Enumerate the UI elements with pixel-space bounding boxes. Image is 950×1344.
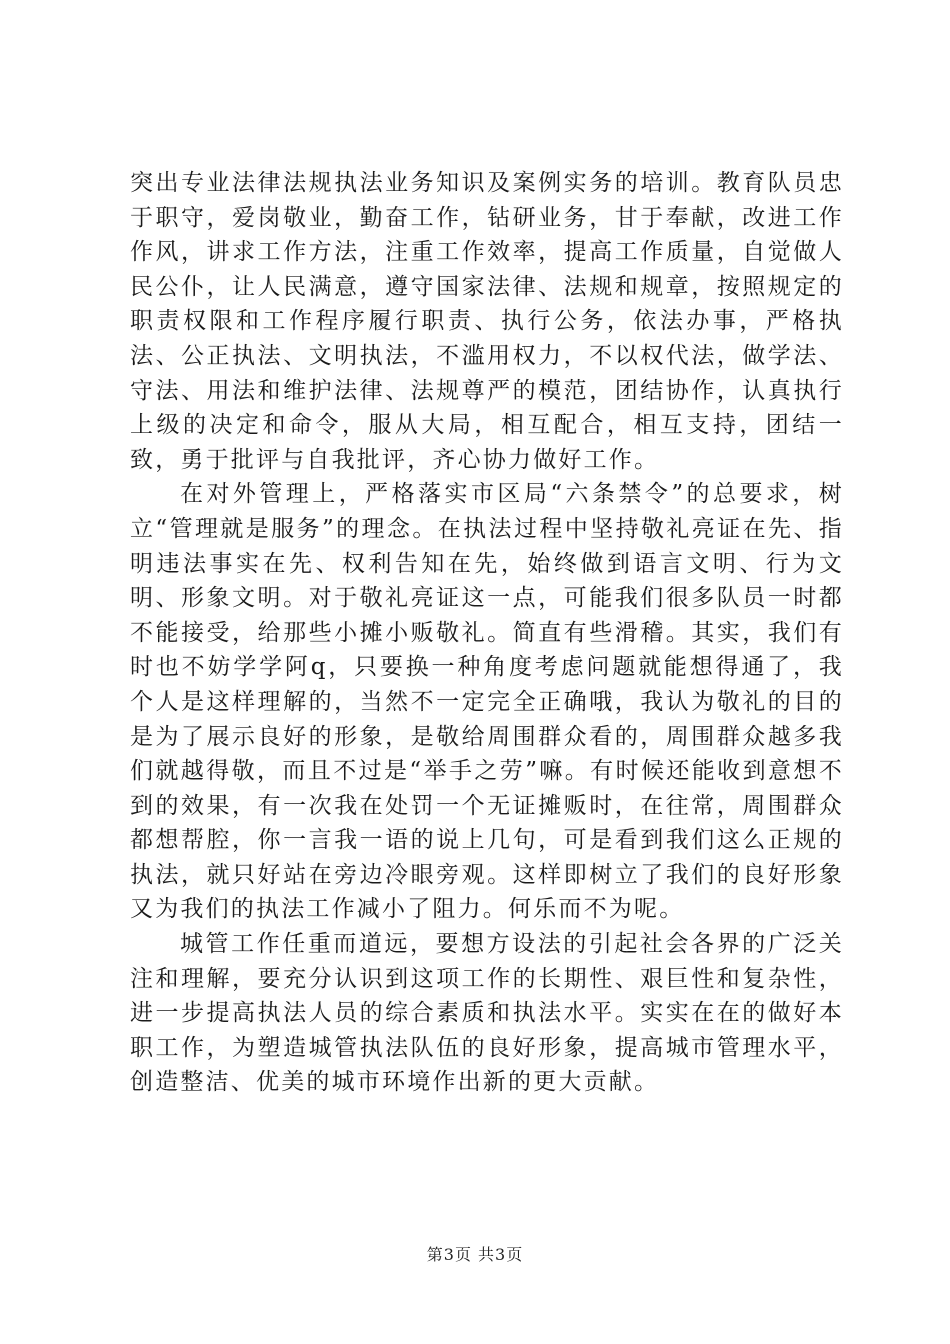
paragraph-training: 突出专业法律法规执法业务知识及案例实务的培训。教育队员忠于职守，爱岗敬业，勤奋工作，钻研业务，甘于奉献，改进工作作风，讲求工作方法，注重工作效率，提高工作质量，自觉做人民公仆，让人民满意，遵守国家法律、法规和规章，按照规定的职责权限和工作程序履行职责、执行公务，依法办事，严格执法、公正执法、文明执法，不滥用权力，不以权代法，做学法、守法、用法和维护法律、法规尊严的模范，团结协作，认真执行上级的决定和命令，服从大局，相互配合，相互支持，团结一致，勇于批评与自我批评，齐心协力做好工作。 bbox=[130, 170, 844, 473]
document-body bbox=[130, 166, 844, 1100]
paragraph-conclusion: 城管工作任重而道远，要想方设法的引起社会各界的广泛关注和理解，要充分认识到这项工作的长期性、艰巨性和复杂性，进一步提高执法人员的综合素质和执法水平。实实在在的做好本职工作，为塑造城管执法队伍的良好形象，提高城市管理水平，创造整洁、优美的城市环境作出新的更大贡献。 bbox=[130, 931, 844, 1096]
paragraph-external-management: 在对外管理上，严格落实市区局“六条禁令”的总要求，树立“管理就是服务”的理念。在执法过程中坚持敬礼亮证在先、指明违法事实在先、权利告知在先，始终做到语言文明、行为文明、形象文明。对于敬礼亮证这一点，可能我们很多队员一时都不能接受，给那些小摊小贩敬礼。简直有些滑稽。其实，我们有时也不妨学学阿q，只要换一种角度考虑问题就能想得通了，我个人是这样理解的，当然不一定完全正确哦，我认为敬礼的目的是为了展示良好的形象，是敬给周围群众看的，周围群众越多我们就越得敬，而且不过是“举手之劳”嘛。有时候还能收到意想不到的效果，有一次我在处罚一个无证摊贩时，在往常，周围群众都想帮腔，你一言我一语的说上几句，可是看到我们这么正规的执法，就只好站在旁边冷眼旁观。这样即树立了我们的良好形象又为我们的执法工作减小了阻力。何乐而不为呢。 bbox=[130, 481, 844, 923]
page-number-footer: 第3页 共3页 bbox=[426, 1245, 524, 1264]
